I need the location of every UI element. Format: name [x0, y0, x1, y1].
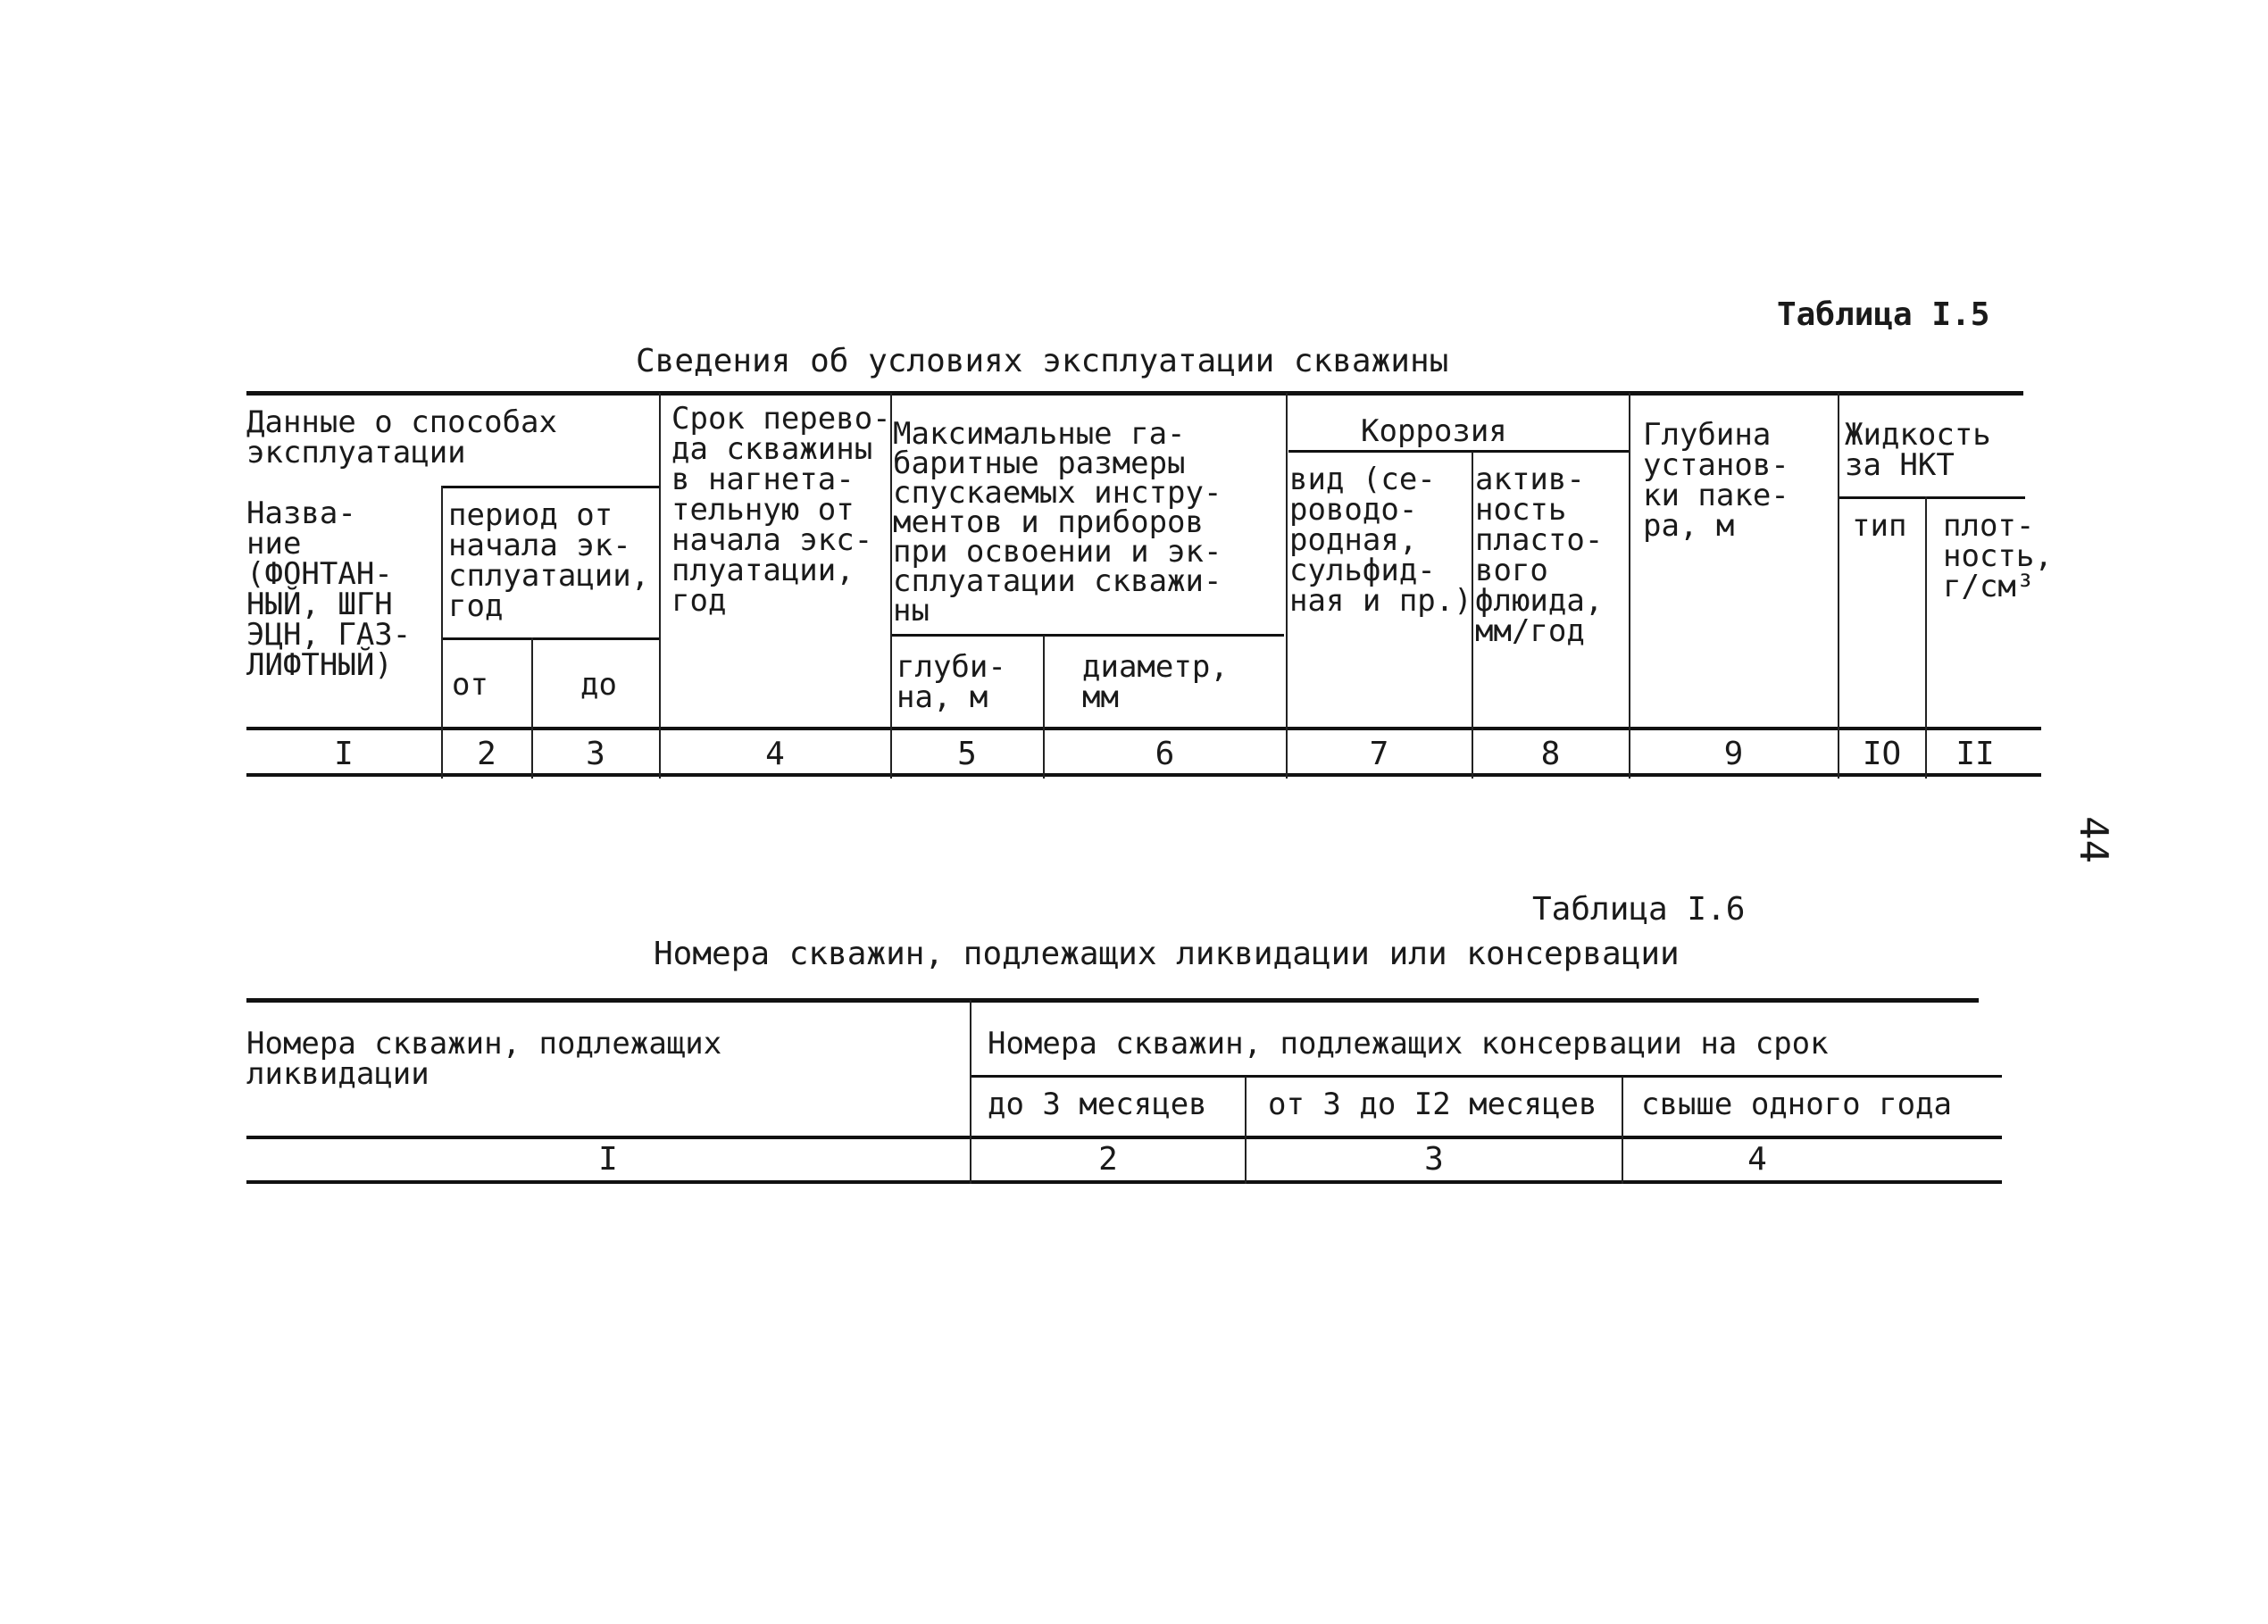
- table-1-6-title: Номера скважин, подлежащих ликвидации или консервации: [654, 936, 1680, 972]
- column-number: 3: [586, 736, 605, 772]
- header-transfer-term: Срок перево- да скважины в нагнета- тельную от начала экс- плуатации, год: [671, 401, 891, 619]
- column-number: IO: [1862, 736, 1902, 772]
- header-fluid-type: тип: [1852, 508, 1907, 544]
- column-number: I: [334, 736, 354, 772]
- table-1-5-title: Сведения об условиях эксплуатации скважины: [636, 343, 1449, 379]
- header-max-dimensions: Максимальные га- баритные размеры спускаемых инстру- ментов и приборов при освоении и эк- сплуатации скважи- ны: [893, 416, 1222, 629]
- rule: [1286, 393, 1288, 779]
- header-liquidation: Номера скважин, подлежащих ликвидации: [246, 1026, 722, 1092]
- header-operation-methods: Данные о способах эксплуатации: [246, 404, 557, 471]
- table-1-6-header-bottom-rule: [246, 1136, 2002, 1139]
- table-1-5-bottom-rule: [246, 773, 2041, 777]
- column-number: 2: [477, 736, 496, 772]
- header-to: до: [580, 667, 617, 703]
- column-number: 4: [765, 736, 785, 772]
- rule: [1838, 496, 2025, 499]
- column-number: 7: [1369, 736, 1389, 772]
- column-number: 4: [1747, 1141, 1767, 1178]
- page-number: 44: [2070, 816, 2116, 863]
- column-number: 3: [1424, 1141, 1444, 1178]
- header-corrosion: Коррозия: [1361, 413, 1507, 449]
- table-1-5-header-bottom-rule: [246, 727, 2041, 730]
- header-3-to-12-months: от 3 до I2 месяцев: [1268, 1087, 1597, 1122]
- rule: [441, 486, 443, 779]
- header-diameter: диаметр, мм: [1082, 649, 1229, 715]
- rule: [1629, 393, 1630, 779]
- rule: [1838, 393, 1839, 779]
- rule: [971, 1075, 2002, 1078]
- rule: [1288, 450, 1630, 453]
- header-fluid-density: плот- ность, г/см³: [1943, 508, 2053, 604]
- column-number: 2: [1098, 1141, 1118, 1178]
- header-conservation: Номера скважин, подлежащих консервации на срок: [988, 1026, 1829, 1062]
- table-1-6-top-rule: [246, 998, 1979, 1003]
- column-number: 9: [1723, 736, 1744, 772]
- column-number: 8: [1540, 736, 1561, 772]
- header-up-to-3-months: до 3 месяцев: [988, 1087, 1207, 1122]
- table-1-5-top-rule: [246, 391, 2023, 396]
- column-number: 6: [1155, 736, 1175, 772]
- table-1-6-bottom-rule: [246, 1180, 2002, 1184]
- rule: [442, 486, 660, 488]
- column-number: I: [598, 1141, 618, 1178]
- rule: [659, 393, 661, 779]
- column-number: 5: [957, 736, 977, 772]
- column-number: II: [1955, 736, 1995, 772]
- header-depth: глуби- на, м: [896, 649, 1006, 715]
- header-from: от: [452, 667, 488, 703]
- rule: [891, 634, 1284, 637]
- header-packer-depth: Глубина установ- ки паке- ра, м: [1643, 417, 1789, 544]
- header-fluid-activity: актив- ность пласто- вого флюида, мм/год: [1475, 462, 1604, 649]
- header-name: Назва- ние (ФОНТАН- НЫЙ, ШГН ЭЦН, ГАЗ- ЛИФТНЫЙ): [246, 496, 412, 683]
- rule: [442, 637, 660, 640]
- header-over-one-year: свыше одного года: [1641, 1087, 1952, 1122]
- table-1-6-label: Таблица I.6: [1532, 891, 1746, 928]
- header-corrosion-kind: вид (се- роводо- родная, сульфид- ная и пр.): [1289, 462, 1472, 619]
- header-period: период от начала эк- сплуатации, год: [448, 497, 650, 624]
- header-fluid-behind-tubing: Жидкость за НКТ: [1845, 417, 1991, 483]
- table-1-5-label: Таблица I.5: [1777, 296, 1990, 333]
